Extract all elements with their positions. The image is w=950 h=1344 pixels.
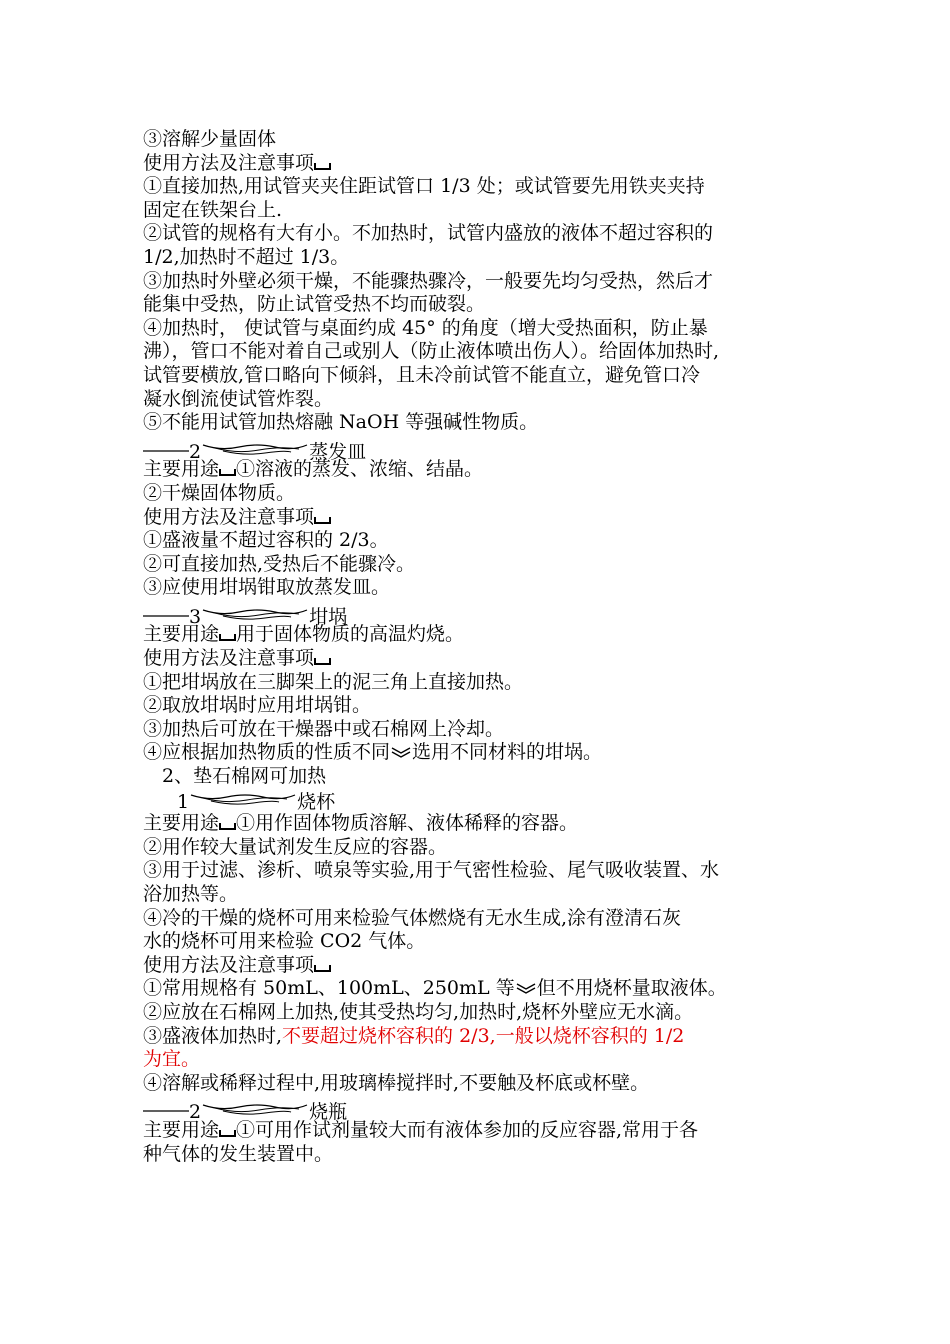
dash-line <box>143 600 189 602</box>
text-line: ②干燥固体物质。 <box>143 481 296 504</box>
body-text: ①常用规格有 50mL、100mL、250mL 等 <box>143 977 515 1000</box>
text-line: ④溶解或稀释过程中,用玻璃棒搅拌时,不要触及杯底或杯壁。 <box>143 1071 650 1094</box>
dash-line <box>143 1095 189 1097</box>
label-text: 主要用途 <box>143 458 220 481</box>
text-line: 能集中受热，防止试管受热不均而破裂。 <box>143 293 486 316</box>
text-line <box>143 1119 813 1143</box>
item-heading <box>143 435 813 463</box>
double-chevron-icon <box>515 977 537 989</box>
text-line: ③应使用坩埚钳取放蒸发皿。 <box>143 576 391 599</box>
text-line: ③溶解少量固体 <box>143 128 277 150</box>
text-line: ②试管的规格有大有小。不加热时，试管内盛放的液体不超过容积的 <box>143 222 714 245</box>
highlighted-text: 不要超过烧杯容积的 2/3,一般以烧杯容积的 1/2 <box>282 1024 685 1047</box>
body-text: 用于固体物质的高温灼烧。 <box>236 623 465 646</box>
wavy-lines-icon <box>201 439 309 453</box>
text-line <box>143 812 813 836</box>
item-title: 烧杯 <box>297 790 336 813</box>
text-line: ④加热时， 使试管与桌面约成 45° 的角度（增大受热面积，防止暴 <box>143 316 708 339</box>
text-line <box>143 741 813 765</box>
document-page <box>143 128 813 1166</box>
text-line: ①直接加热,用试管夹夹住距试管口 1/3 处；或试管要先用铁夹夹持 <box>143 175 705 198</box>
text-line <box>143 458 813 482</box>
item-number: 3 <box>189 605 202 628</box>
text-line: ③加热时外壁必须干燥，不能骤热骤冷，一般要先均匀受热，然后才 <box>143 269 714 292</box>
wavy-lines-icon <box>189 789 297 803</box>
corner-hook-icon <box>314 161 331 171</box>
body-text: 但不用烧杯量取液体。 <box>536 977 727 1000</box>
text-line: 1/2,加热时不超过 1/3。 <box>143 245 350 268</box>
label-text: 主要用途 <box>143 1118 220 1141</box>
item-title: 坩埚 <box>309 605 348 628</box>
label-text: 主要用途 <box>143 623 220 646</box>
corner-hook-icon <box>314 656 331 666</box>
heading-text: 使用方法及注意事项 <box>143 953 315 976</box>
corner-hook-icon <box>219 821 236 831</box>
text-line: ④冷的干燥的烧杯可用来检验气体燃烧有无水生成,涂有澄清石灰 <box>143 906 682 929</box>
text-line <box>143 977 813 1001</box>
text-line <box>143 1025 813 1049</box>
item-number: 2 <box>189 1101 202 1124</box>
item-heading <box>143 789 813 813</box>
text-line <box>143 623 813 647</box>
text-line: 固定在铁架台上. <box>143 198 283 221</box>
text-line: ②取放坩埚时应用坩埚钳。 <box>143 694 372 717</box>
highlighted-text: 为宜。 <box>143 1048 201 1071</box>
corner-hook-icon <box>219 467 236 477</box>
body-text: 选用不同材料的坩埚。 <box>412 741 603 764</box>
item-title: 蒸发皿 <box>309 440 367 463</box>
body-text: ①用作固体物质溶解、液体稀释的容器。 <box>236 812 579 835</box>
wavy-lines-icon <box>201 1099 309 1113</box>
text-line: 浴加热等。 <box>143 883 239 905</box>
text-line: 水的烧杯可用来检验 CO2 气体。 <box>143 930 426 953</box>
text-line: 种气体的发生装置中。 <box>143 1142 334 1165</box>
corner-hook-icon <box>219 1128 236 1138</box>
body-text: ③盛液体加热时, <box>143 1024 283 1047</box>
corner-hook-icon <box>314 515 331 525</box>
double-chevron-icon <box>390 741 412 753</box>
corner-hook-icon <box>314 963 331 973</box>
text-line: ②可直接加热,受热后不能骤冷。 <box>143 552 416 575</box>
section-heading <box>143 506 813 530</box>
dash-line <box>143 435 189 437</box>
item-heading <box>143 600 813 628</box>
item-title: 烧瓶 <box>309 1101 348 1124</box>
section-heading <box>143 954 813 978</box>
text-line: ⑤不能用试管加热熔融 NaOH 等强碱性物质。 <box>143 411 539 434</box>
heading-text: 使用方法及注意事项 <box>143 505 315 528</box>
body-text: ④应根据加热物质的性质不同 <box>143 741 391 764</box>
label-text: 主要用途 <box>143 812 220 835</box>
wavy-lines-icon <box>201 604 309 618</box>
text-line: 试管要横放,管口略向下倾斜，且未冷前试管不能直立，避免管口冷 <box>143 363 701 386</box>
heading-text: 使用方法及注意事项 <box>143 151 315 174</box>
section-heading <box>143 152 813 176</box>
text-line: ③加热后可放在干燥器中或石棉网上冷却。 <box>143 717 505 740</box>
text-line: ③用于过滤、渗析、喷泉等实验,用于气密性检验、尾气吸收装置、水 <box>143 859 720 882</box>
text-line: 凝水倒流使试管炸裂。 <box>143 387 334 410</box>
section-title: 2、垫石棉网可加热 <box>162 765 327 788</box>
corner-hook-icon <box>219 632 236 642</box>
item-heading <box>143 1095 813 1124</box>
text-line: 沸），管口不能对着自己或别人（防止液体喷出伤人）。给固体加热时, <box>143 340 720 363</box>
item-number: 2 <box>189 440 202 463</box>
text-line: ①盛液量不超过容积的 2/3。 <box>143 529 389 552</box>
heading-text: 使用方法及注意事项 <box>143 647 315 670</box>
body-text: ①溶液的蒸发、浓缩、结晶。 <box>236 458 484 481</box>
section-heading <box>143 647 813 671</box>
item-number: 1 <box>177 790 190 813</box>
text-line: ②用作较大量试剂发生反应的容器。 <box>143 835 448 858</box>
text-line: ①把坩埚放在三脚架上的泥三角上直接加热。 <box>143 670 524 693</box>
text-line: ②应放在石棉网上加热,使其受热均匀,加热时,烧杯外壁应无水滴。 <box>143 1000 694 1023</box>
body-text: ①可用作试剂量较大而有液体参加的反应容器,常用于各 <box>236 1118 699 1141</box>
